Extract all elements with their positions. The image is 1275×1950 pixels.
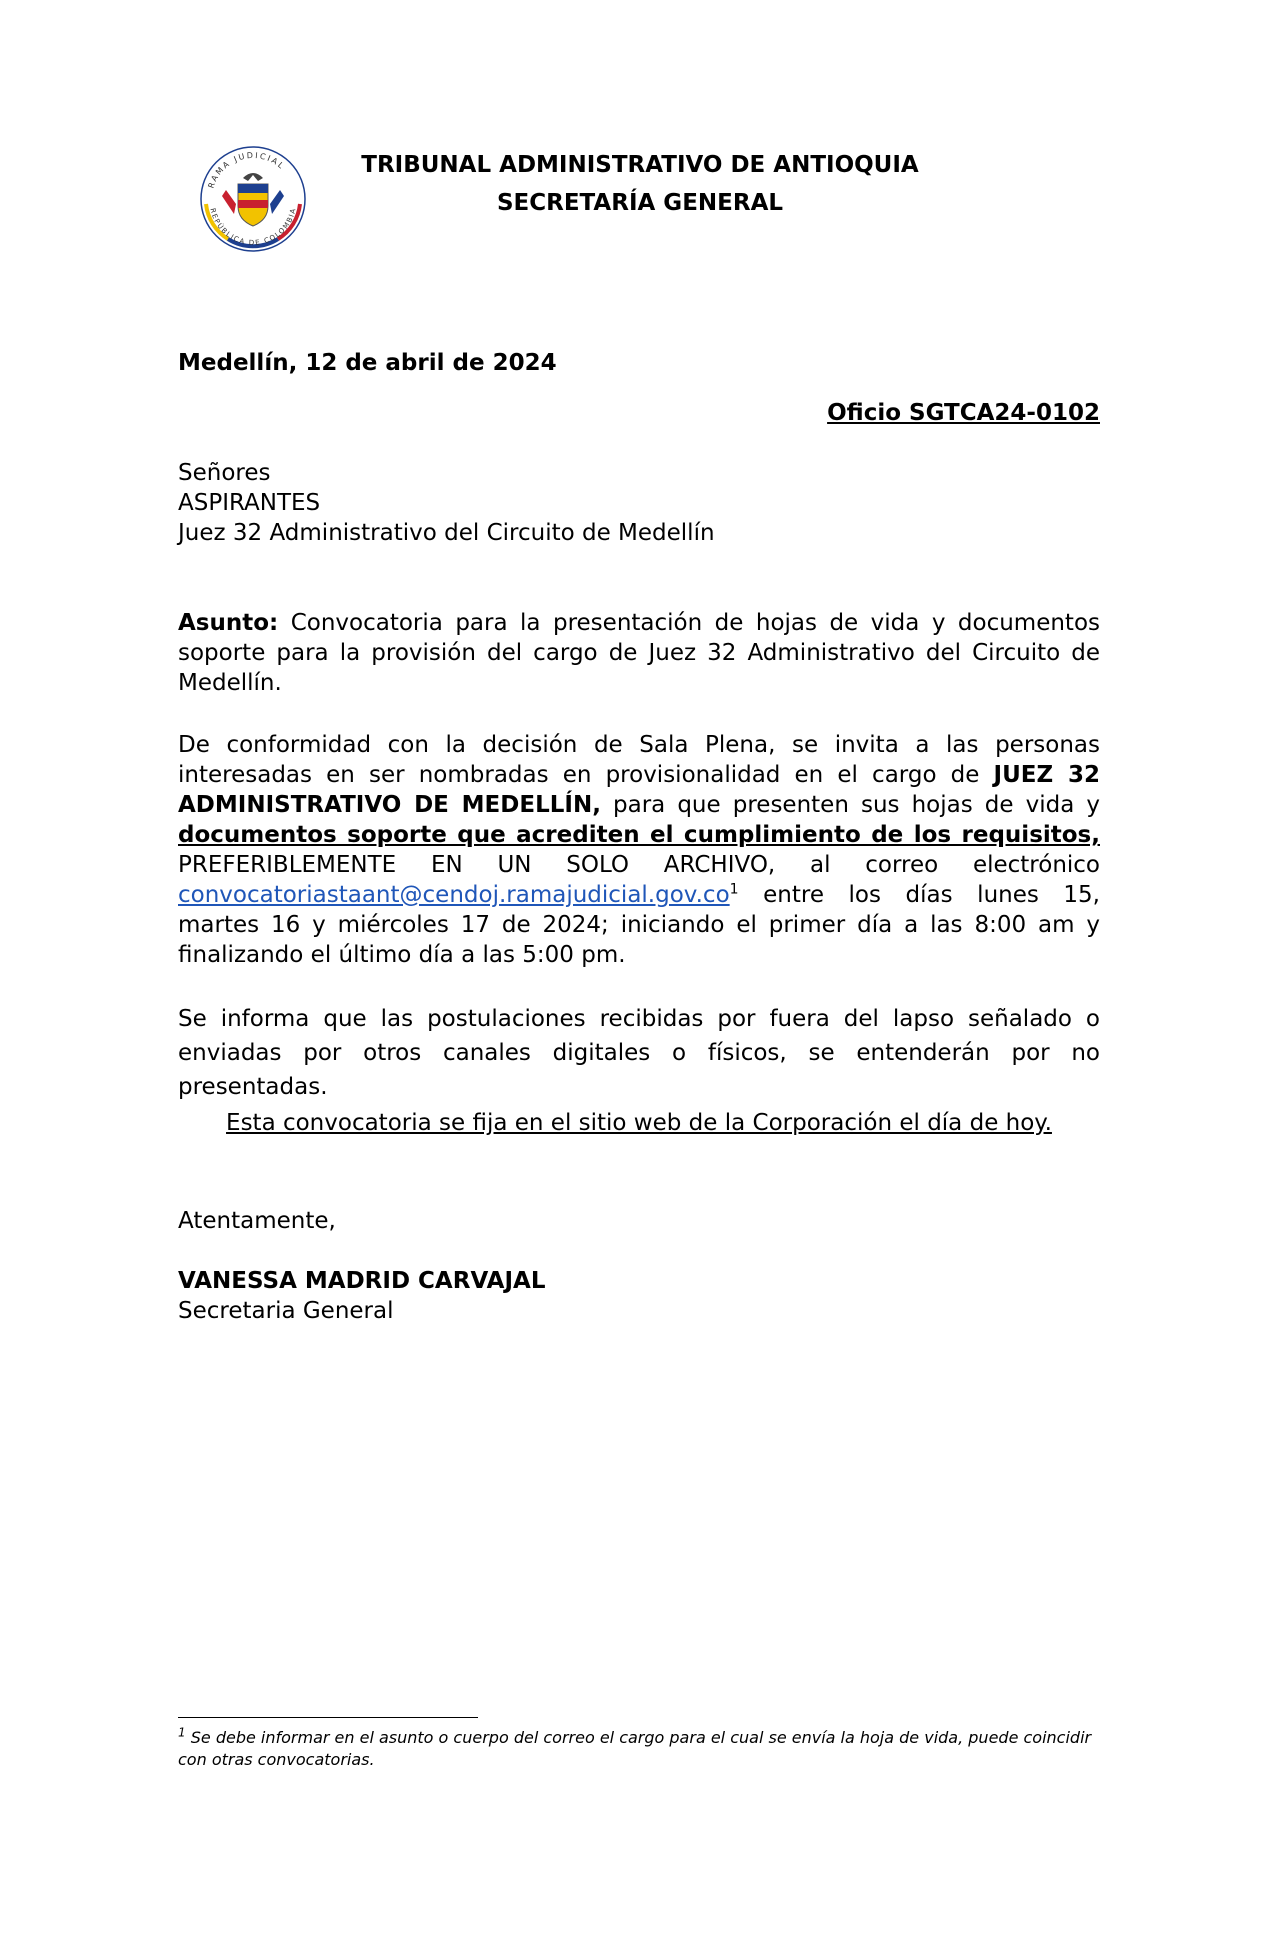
- closing-salutation: Atentamente,: [178, 1208, 336, 1234]
- recipient-block: [178, 458, 1100, 548]
- seal-ring-text-top: RAMA JUDICIAL: [206, 150, 287, 190]
- paragraph-text: entre los días lunes 15, martes 16 y miércoles 17 de 2024; iniciando el primer día a las 8:00 am y finalizando el último día a las 5:00 pm.: [178, 882, 1100, 968]
- footnote-divider: [178, 1717, 478, 1718]
- paragraph-text: PREFERIBLEMENTE EN UN SOLO ARCHIVO, al correo electrónico: [178, 852, 1100, 878]
- department-name: SECRETARÍA GENERAL: [496, 190, 784, 216]
- institution-name: TRIBUNAL ADMINISTRATIVO DE ANTIOQUIA: [361, 152, 919, 178]
- signer-title: Secretaria General: [178, 1298, 394, 1324]
- footnote-text: Se debe informar en el asunto o cuerpo del correo el cargo para el cual se envía la hoja de vida, puede coincidir con otras convocatorias.: [178, 1728, 1092, 1769]
- subject-text: Convocatoria para la presentación de hojas de vida y documentos soporte para la provisión del cargo de Juez 32 Administrativo del Circuito de Medellín.: [178, 610, 1100, 696]
- requirements-emphasis: documentos soporte que acrediten el cumplimiento de los requisitos,: [178, 822, 1100, 848]
- subject-label: Asunto:: [178, 610, 279, 636]
- email-link[interactable]: convocatoriastaant@cendoj.ramajudicial.gov.co: [178, 882, 730, 908]
- body-paragraph-3: Esta convocatoria se fija en el sitio web de la Corporación el día de hoy.: [226, 1110, 1052, 1136]
- paragraph-text: De conformidad con la decisión de Sala Plena, se invita a las personas interesadas en ser nombradas en provisionalidad en el cargo de: [178, 732, 1100, 788]
- recipient-position: Juez 32 Administrativo del Circuito de Medellín: [178, 520, 715, 546]
- recipient-salutation: Señores: [178, 460, 271, 486]
- rama-judicial-seal-icon: [198, 144, 308, 254]
- footnote: [178, 1727, 1100, 1771]
- body-paragraph-1: [178, 730, 1100, 970]
- subject-block: [178, 608, 1100, 698]
- seal-ring-text-bottom: REPÚBLICA DE COLOMBIA: [208, 206, 298, 248]
- paragraph-text: para que presenten sus hojas de vida y: [600, 792, 1100, 818]
- footnote-number: 1: [178, 1725, 186, 1740]
- oficio-number: Oficio SGTCA24-0102: [827, 400, 1100, 426]
- document-header: [300, 146, 980, 222]
- footnote-reference[interactable]: 1: [729, 881, 739, 898]
- position-name: JUEZ 32 ADMINISTRATIVO DE MEDELLÍN,: [178, 762, 1100, 818]
- document-date: Medellín, 12 de abril de 2024: [178, 350, 557, 376]
- recipient-name: ASPIRANTES: [178, 490, 321, 516]
- signer-name: VANESSA MADRID CARVAJAL: [178, 1268, 546, 1294]
- body-paragraph-2: Se informa que las postulaciones recibidas por fuera del lapso señalado o enviadas por otros canales digitales o físicos, se entenderán por no presentadas.: [178, 1006, 1100, 1100]
